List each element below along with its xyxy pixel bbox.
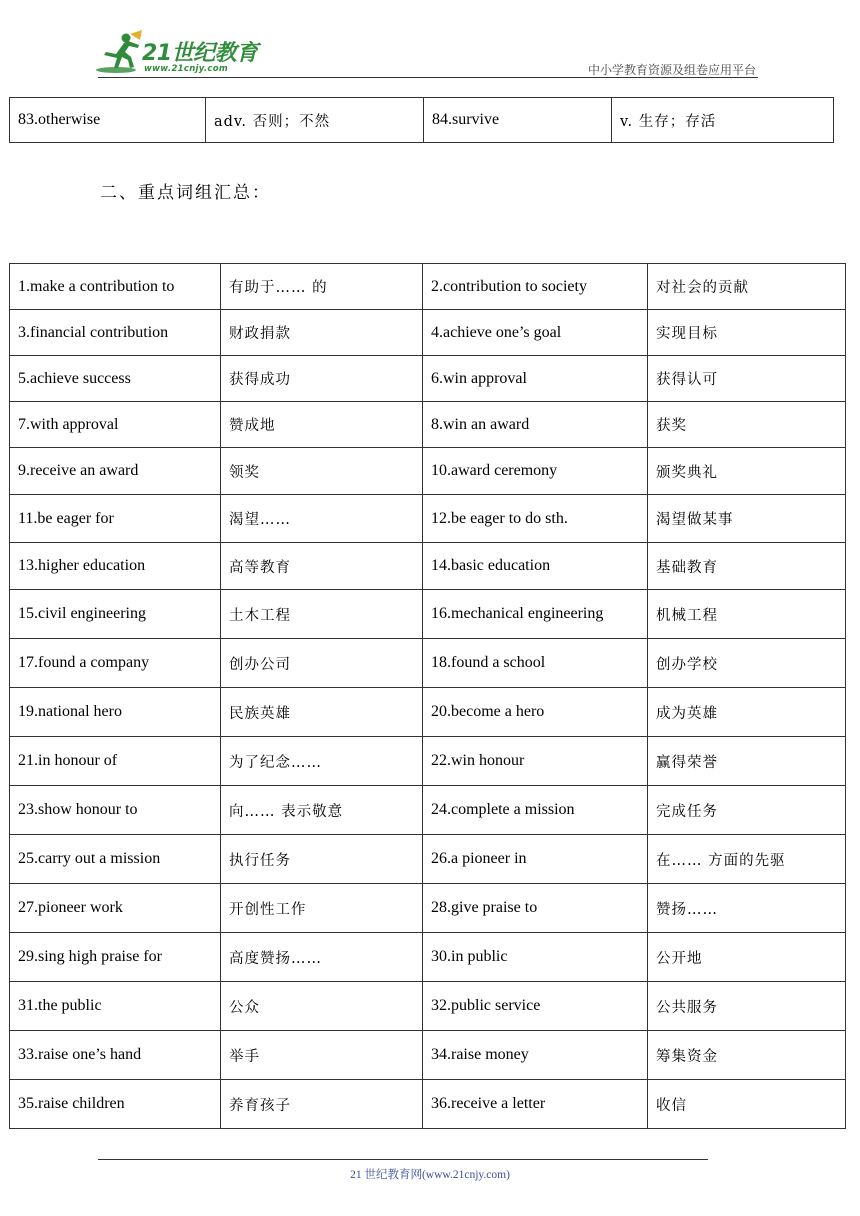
phrase-cell: 2.contribution to society xyxy=(423,264,648,310)
phrase-cell: 6.win approval xyxy=(423,356,648,402)
table-row xyxy=(10,264,846,310)
logo xyxy=(94,30,274,78)
meaning-cell: 渴望做某事 xyxy=(648,495,846,543)
phrase-cell: 20.become a hero xyxy=(423,688,648,737)
meaning-cell: v. 生存；存活 xyxy=(612,98,834,143)
meaning-cell: 土木工程 xyxy=(221,590,423,639)
meaning-cell: 财政捐款 xyxy=(221,310,423,356)
table-row xyxy=(10,543,846,590)
meaning-cell: 获得成功 xyxy=(221,356,423,402)
table-row xyxy=(10,1031,846,1080)
table-row xyxy=(10,933,846,982)
phrase-cell: 12.be eager to do sth. xyxy=(423,495,648,543)
header-divider xyxy=(98,77,758,78)
table-row xyxy=(10,402,846,448)
table-row xyxy=(10,310,846,356)
meaning-cell: 领奖 xyxy=(221,448,423,495)
phrase-cell: 7.with approval xyxy=(10,402,221,448)
meaning-cell: 执行任务 xyxy=(221,835,423,884)
platform-tagline: 中小学教育资源及组卷应用平台 xyxy=(587,63,756,77)
phrase-cell: 13.higher education xyxy=(10,543,221,590)
footer-source: 21 世纪教育网(www.21cnjy.com) xyxy=(350,1169,510,1181)
section-heading: 二、重点词组汇总： xyxy=(100,183,271,203)
phrase-cell: 15.civil engineering xyxy=(10,590,221,639)
word-cell: 83.otherwise xyxy=(10,98,206,143)
phrase-cell: 18.found a school xyxy=(423,639,648,688)
meaning-cell: 举手 xyxy=(221,1031,423,1080)
meaning-cell: 赞扬…… xyxy=(648,884,846,933)
phrase-cell: 23.show honour to xyxy=(10,786,221,835)
table-row xyxy=(10,1080,846,1129)
table-row xyxy=(10,98,834,143)
vocab-continuation-table xyxy=(9,97,834,143)
table-row xyxy=(10,786,846,835)
table-row xyxy=(10,737,846,786)
meaning-cell: 颁奖典礼 xyxy=(648,448,846,495)
phrase-cell: 8.win an award xyxy=(423,402,648,448)
phrase-cell: 3.financial contribution xyxy=(10,310,221,356)
table-row xyxy=(10,448,846,495)
table-row xyxy=(10,495,846,543)
word-cell: 84.survive xyxy=(424,98,612,143)
table-row xyxy=(10,884,846,933)
phrase-cell: 14.basic education xyxy=(423,543,648,590)
meaning-cell: 创办学校 xyxy=(648,639,846,688)
phrase-cell: 30.in public xyxy=(423,933,648,982)
phrase-cell: 19.national hero xyxy=(10,688,221,737)
page-header xyxy=(0,0,860,90)
phrase-cell: 33.raise one’s hand xyxy=(10,1031,221,1080)
meaning-cell: 机械工程 xyxy=(648,590,846,639)
meaning-cell: 有助于…… 的 xyxy=(221,264,423,310)
table-row xyxy=(10,688,846,737)
table-row xyxy=(10,590,846,639)
phrase-cell: 22.win honour xyxy=(423,737,648,786)
phrase-cell: 27.pioneer work xyxy=(10,884,221,933)
meaning-cell: 在…… 方面的先驱 xyxy=(648,835,846,884)
meaning-cell: 获得认可 xyxy=(648,356,846,402)
meaning-cell: 高度赞扬…… xyxy=(221,933,423,982)
phrase-cell: 35.raise children xyxy=(10,1080,221,1129)
table-row xyxy=(10,835,846,884)
phrase-cell: 10.award ceremony xyxy=(423,448,648,495)
meaning-cell: 公共服务 xyxy=(648,982,846,1031)
phrase-cell: 4.achieve one’s goal xyxy=(423,310,648,356)
meaning-cell: 高等教育 xyxy=(221,543,423,590)
logo-text: 21世纪教育 xyxy=(142,41,258,66)
phrase-cell: 5.achieve success xyxy=(10,356,221,402)
phrase-cell: 24.complete a mission xyxy=(423,786,648,835)
phrase-cell: 25.carry out a mission xyxy=(10,835,221,884)
meaning-cell: 赢得荣誉 xyxy=(648,737,846,786)
phrase-cell: 36.receive a letter xyxy=(423,1080,648,1129)
phrase-cell: 11.be eager for xyxy=(10,495,221,543)
runner-logo-icon xyxy=(94,30,144,76)
meaning-cell: 养育孩子 xyxy=(221,1080,423,1129)
meaning-cell: 民族英雄 xyxy=(221,688,423,737)
footer-divider xyxy=(98,1159,708,1160)
phrase-cell: 1.make a contribution to xyxy=(10,264,221,310)
phrase-cell: 21.in honour of xyxy=(10,737,221,786)
meaning-cell: 渴望…… xyxy=(221,495,423,543)
logo-url: www.21cnjy.com xyxy=(144,64,228,74)
table-row xyxy=(10,356,846,402)
meaning-cell: 开创性工作 xyxy=(221,884,423,933)
phrase-cell: 16.mechanical engineering xyxy=(423,590,648,639)
meaning-cell: 公开地 xyxy=(648,933,846,982)
meaning-cell: 获奖 xyxy=(648,402,846,448)
phrase-cell: 17.found a company xyxy=(10,639,221,688)
phrase-cell: 34.raise money xyxy=(423,1031,648,1080)
meaning-cell: 完成任务 xyxy=(648,786,846,835)
meaning-cell: 公众 xyxy=(221,982,423,1031)
phrase-cell: 26.a pioneer in xyxy=(423,835,648,884)
meaning-cell: 创办公司 xyxy=(221,639,423,688)
meaning-cell: 收信 xyxy=(648,1080,846,1129)
table-row xyxy=(10,639,846,688)
meaning-cell: 实现目标 xyxy=(648,310,846,356)
meaning-cell: 基础教育 xyxy=(648,543,846,590)
meaning-cell: 向…… 表示敬意 xyxy=(221,786,423,835)
meaning-cell: 为了纪念…… xyxy=(221,737,423,786)
meaning-cell: 赞成地 xyxy=(221,402,423,448)
phrase-cell: 31.the public xyxy=(10,982,221,1031)
meaning-cell: 成为英雄 xyxy=(648,688,846,737)
phrase-table xyxy=(9,263,846,1129)
phrase-cell: 28.give praise to xyxy=(423,884,648,933)
phrase-cell: 9.receive an award xyxy=(10,448,221,495)
phrase-cell: 32.public service xyxy=(423,982,648,1031)
table-row xyxy=(10,982,846,1031)
meaning-cell: 筹集资金 xyxy=(648,1031,846,1080)
phrase-cell: 29.sing high praise for xyxy=(10,933,221,982)
meaning-cell: 对社会的贡献 xyxy=(648,264,846,310)
meaning-cell: adv. 否则；不然 xyxy=(206,98,424,143)
